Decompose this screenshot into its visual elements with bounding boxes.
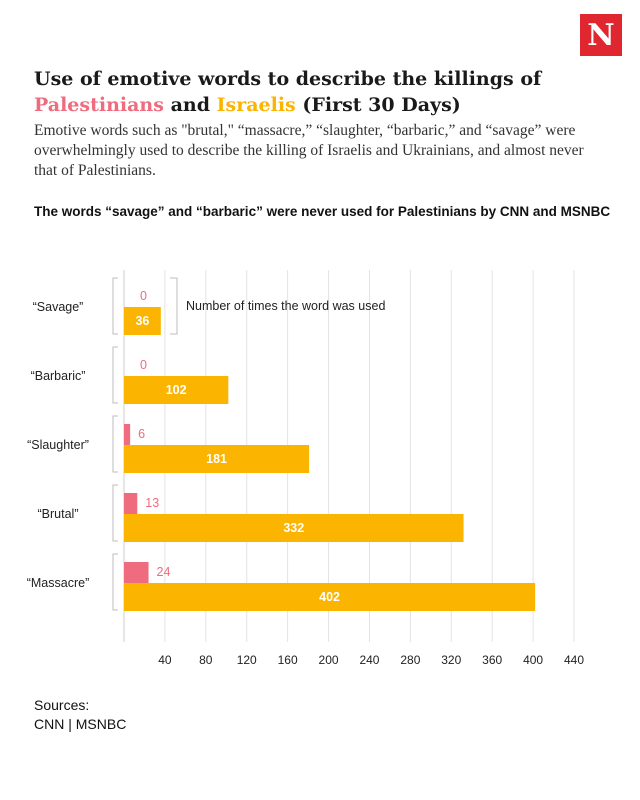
- chart-heading: The words “savage” and “barbaric” were never used for Palestinians by CNN and MSNBC: [34, 204, 611, 219]
- value-label-palestinians: 6: [138, 427, 146, 441]
- value-label-palestinians: 24: [156, 565, 171, 579]
- x-tick-label: 160: [277, 653, 298, 667]
- subtitle: Emotive words such as "brutal," “massacre,” “slaughter, “barbaric,” and “savage” were overwhelmingly used to describe the killing of Israelis and Ukrainians, and almost never that of Palestinians.: [34, 122, 584, 179]
- x-tick-label: 120: [236, 653, 257, 667]
- x-tick-label: 360: [482, 653, 503, 667]
- annotation-text: Number of times the word was used: [186, 299, 386, 313]
- value-label-israelis: 36: [135, 314, 150, 328]
- value-label-israelis: 332: [283, 521, 305, 535]
- logo-letter: N: [587, 17, 615, 53]
- category-label: “Savage”: [32, 300, 84, 314]
- x-tick-label: 400: [523, 653, 544, 667]
- value-label-palestinians: 13: [145, 496, 160, 510]
- x-tick-label: 200: [318, 653, 339, 667]
- sources: [34, 696, 126, 734]
- x-tick-label: 320: [441, 653, 462, 667]
- title-line-1: Use of emotive words to describe the killings of: [34, 68, 542, 90]
- sources-text: CNN | MSNBC: [34, 716, 127, 732]
- category-label: “Slaughter”: [27, 438, 89, 452]
- x-tick-label: 40: [158, 653, 172, 667]
- category-label: “Barbaric”: [30, 369, 86, 383]
- group-bracket: [113, 278, 118, 334]
- category-label: “Brutal”: [37, 507, 79, 521]
- sources-label: Sources:: [34, 697, 90, 713]
- value-label-palestinians: 0: [140, 289, 147, 303]
- annotation-bracket: [170, 278, 177, 334]
- title-and: and: [170, 94, 210, 116]
- group-bracket: [113, 554, 118, 610]
- x-tick-label: 280: [400, 653, 421, 667]
- title-period: (First 30 Days): [302, 94, 461, 116]
- value-label-israelis: 402: [319, 590, 340, 604]
- value-label-israelis: 102: [165, 383, 187, 397]
- value-label-israelis: 181: [206, 452, 227, 466]
- group-bracket: [113, 347, 118, 403]
- value-label-palestinians: 0: [140, 358, 147, 372]
- x-tick-label: 240: [359, 653, 380, 667]
- x-tick-label: 80: [199, 653, 213, 667]
- group-bracket: [113, 485, 118, 541]
- x-tick-label: 440: [563, 653, 585, 667]
- title-palestinians: Palestinians: [34, 94, 164, 116]
- title-israelis: Israelis: [216, 94, 296, 116]
- category-label: “Massacre”: [26, 576, 90, 590]
- group-bracket: [113, 416, 118, 472]
